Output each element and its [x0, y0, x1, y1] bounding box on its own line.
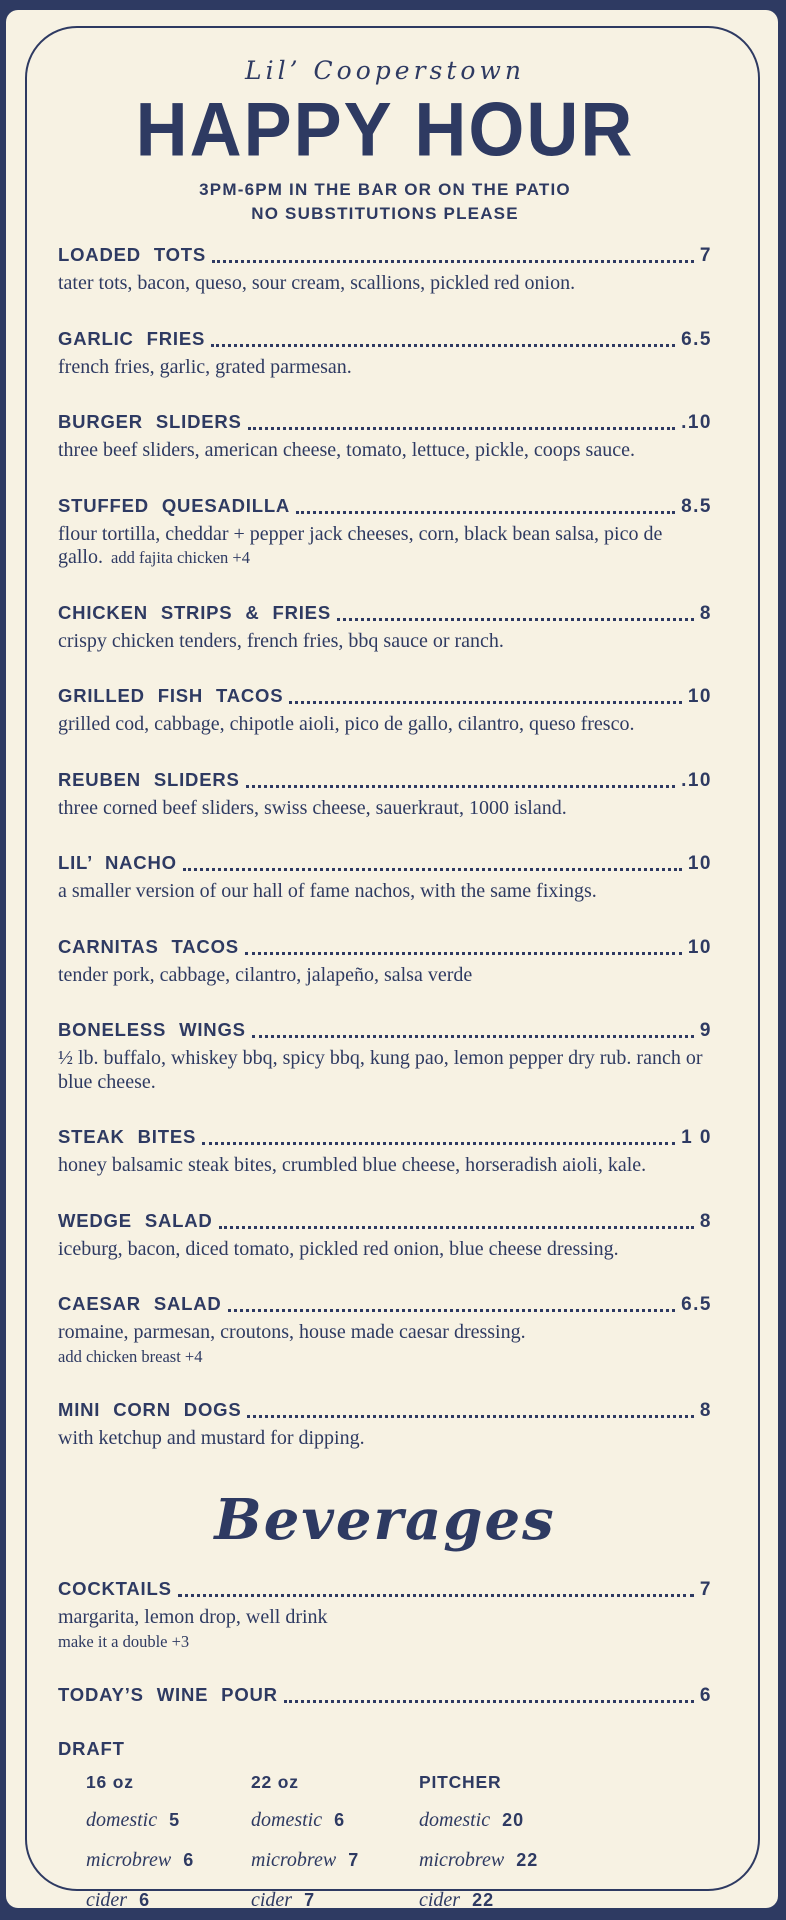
- draft-column-header: PITCHER: [419, 1771, 502, 1792]
- draft-price: 6: [183, 1849, 195, 1870]
- dot-leader: [178, 1594, 694, 1597]
- item-description: three corned beef sliders, swiss cheese, sauerkraut, 1000 island.: [58, 796, 567, 819]
- item-description: tender pork, cabbage, cilantro, jalapeño, salsa verde: [58, 963, 473, 986]
- menu-item-chicken-strips-fries: [58, 600, 712, 654]
- dot-leader: [246, 785, 675, 788]
- dot-leader: [212, 260, 694, 263]
- dot-leader: [183, 868, 682, 871]
- draft-beer-type: cider: [86, 1888, 128, 1908]
- draft-beer-type: domestic: [86, 1808, 158, 1831]
- item-description: french fries, garlic, grated parmesan.: [58, 355, 352, 378]
- item-addon-note: make it a double +3: [58, 1631, 190, 1651]
- item-description: crispy chicken tenders, french fries, bbq sauce or ranch.: [58, 629, 504, 652]
- item-price: 8: [699, 1210, 712, 1232]
- item-price: 6.5: [681, 328, 712, 350]
- item-price: 6.5: [681, 1294, 712, 1315]
- menu-item-cocktails: [58, 1576, 712, 1652]
- draft-row: [419, 1808, 712, 1834]
- dot-leader: [296, 511, 675, 514]
- item-title: GRILLED FISH TACOS: [58, 685, 284, 706]
- item-description: romaine, parmesan, croutons, house made caesar dressing.: [58, 1321, 526, 1343]
- draft-beer-type: cider: [419, 1888, 461, 1908]
- menu-item-boneless-wings: [58, 1017, 712, 1094]
- draft-price: 6: [139, 1889, 151, 1908]
- draft-column-header: 16 oz: [86, 1771, 134, 1792]
- menu-item-burger-sliders: [58, 409, 712, 463]
- item-title: MINI CORN DOGS: [58, 1398, 242, 1420]
- draft-row: [251, 1808, 419, 1834]
- dot-leader: [211, 344, 675, 347]
- item-title: WEDGE SALAD: [58, 1209, 213, 1231]
- draft-price: 5: [169, 1809, 181, 1830]
- item-title: CARNITAS TACOS: [58, 935, 239, 957]
- dot-leader: [337, 618, 694, 621]
- item-price: 6: [699, 1684, 712, 1706]
- menu-item-lil-nacho: [58, 850, 712, 904]
- item-price: .10: [681, 412, 712, 433]
- menu-item-wedge-salad: [58, 1208, 712, 1262]
- dot-leader: [219, 1226, 694, 1229]
- item-title: CHICKEN STRIPS & FRIES: [58, 601, 331, 623]
- draft-beer-type: cider: [251, 1888, 293, 1908]
- dot-leader: [228, 1309, 675, 1312]
- draft-row: [419, 1888, 712, 1909]
- dot-leader: [252, 1035, 694, 1038]
- brand-script-logo: Lil’ Cooperstown: [245, 56, 525, 85]
- item-addon-note: add chicken breast +4: [58, 1346, 203, 1366]
- item-title: LOADED TOTS: [58, 244, 207, 265]
- draft-beer-type: microbrew: [251, 1848, 337, 1871]
- menu-header: [58, 56, 712, 226]
- dot-leader: [284, 1700, 694, 1703]
- item-price: 8: [699, 1399, 712, 1421]
- menu-card: [6, 10, 778, 1908]
- draft-beer-type: microbrew: [86, 1848, 172, 1871]
- draft-price: 22: [472, 1889, 495, 1908]
- draft-section-title: DRAFT: [58, 1737, 125, 1759]
- draft-row: [86, 1888, 251, 1909]
- menu-item-stuffed-quesadilla: [58, 493, 712, 570]
- item-title: BONELESS WINGS: [58, 1019, 246, 1040]
- dot-leader: [248, 427, 675, 430]
- item-price: .10: [681, 769, 712, 791]
- draft-row: [251, 1888, 419, 1909]
- menu-item-mini-corn-dogs: [58, 1397, 712, 1451]
- item-title: LIL’ NACHO: [58, 852, 177, 873]
- item-description: a smaller version of our hall of fame nachos, with the same fixings.: [58, 880, 597, 902]
- item-addon-note: add fajita chicken +4: [111, 548, 250, 567]
- item-description: margarita, lemon drop, well drink: [58, 1606, 328, 1628]
- draft-price-table: [86, 1772, 712, 1909]
- item-description: three beef sliders, american cheese, tomato, lettuce, pickle, coops sauce.: [58, 439, 635, 461]
- item-price: 8.5: [681, 495, 712, 517]
- draft-column-pitcher: [419, 1772, 712, 1909]
- dot-leader: [247, 1415, 693, 1418]
- menu-item-steak-bites: [58, 1124, 712, 1178]
- item-title: COCKTAILS: [58, 1578, 172, 1599]
- menu-item-todays-wine-pour: [58, 1682, 712, 1708]
- menu-item-reuben-sliders: [58, 767, 712, 821]
- item-description: with ketchup and mustard for dipping.: [58, 1426, 365, 1449]
- beverages-section-heading: Beverages: [214, 1487, 556, 1553]
- item-title: REUBEN SLIDERS: [58, 768, 240, 790]
- menu-body: [58, 242, 712, 1908]
- item-price: 10: [687, 936, 712, 958]
- dot-leader: [202, 1142, 675, 1145]
- draft-column-16oz: [86, 1772, 251, 1909]
- draft-beer-type: domestic: [419, 1808, 491, 1831]
- draft-price: 22: [516, 1849, 539, 1870]
- page-title: HAPPY HOUR: [135, 87, 635, 173]
- item-title: TODAY’S WINE POUR: [58, 1683, 278, 1705]
- draft-beer-type: domestic: [251, 1808, 323, 1831]
- item-price: 7: [699, 1579, 712, 1600]
- item-price: 10: [687, 686, 712, 707]
- draft-row: [86, 1848, 251, 1874]
- draft-beer-type: microbrew: [419, 1848, 505, 1871]
- draft-row: [86, 1808, 251, 1834]
- draft-section: [58, 1738, 712, 1909]
- item-title: GARLIC FRIES: [58, 327, 206, 349]
- menu-item-garlic-fries: [58, 326, 712, 380]
- item-description: flour tortilla, cheddar + pepper jack cheeses, corn, black bean salsa, pico de gallo.: [58, 522, 663, 568]
- item-description: honey balsamic steak bites, crumbled blue cheese, horseradish aioli, kale.: [58, 1154, 647, 1176]
- draft-price: 7: [304, 1889, 316, 1908]
- item-description: ½ lb. buffalo, whiskey bbq, spicy bbq, kung pao, lemon pepper dry rub. ranch or blue cheese.: [58, 1047, 703, 1093]
- dot-leader: [245, 952, 682, 955]
- dot-leader: [289, 701, 681, 704]
- item-title: STUFFED QUESADILLA: [58, 494, 291, 516]
- draft-column-header: 22 oz: [251, 1771, 299, 1792]
- draft-price: 20: [502, 1809, 525, 1830]
- item-price: 10: [687, 853, 712, 874]
- draft-price: 7: [348, 1849, 360, 1870]
- item-price: 8: [699, 602, 712, 624]
- item-description: iceburg, bacon, diced tomato, pickled red onion, blue cheese dressing.: [58, 1237, 619, 1260]
- item-title: STEAK BITES: [58, 1126, 197, 1147]
- item-price: 1 0: [681, 1127, 712, 1148]
- menu-item-caesar-salad: [58, 1291, 712, 1367]
- item-title: BURGER SLIDERS: [58, 411, 242, 432]
- subtitle-hours: 3PM-6PM IN THE BAR OR ON THE PATIO: [199, 180, 571, 199]
- menu-item-carnitas-tacos: [58, 934, 712, 988]
- item-title: CAESAR SALAD: [58, 1293, 222, 1314]
- draft-price: 6: [334, 1809, 346, 1830]
- item-price: 7: [699, 245, 712, 266]
- menu-item-grilled-fish-tacos: [58, 683, 712, 737]
- item-price: 9: [699, 1020, 712, 1041]
- draft-row: [251, 1848, 419, 1874]
- menu-item-loaded-tots: [58, 242, 712, 296]
- subtitle-no-substitutions: NO SUBSTITUTIONS PLEASE: [251, 204, 519, 223]
- item-description: grilled cod, cabbage, chipotle aioli, pico de gallo, cilantro, queso fresco.: [58, 713, 635, 735]
- item-description: tater tots, bacon, queso, sour cream, scallions, pickled red onion.: [58, 272, 576, 294]
- draft-column-22oz: [251, 1772, 419, 1909]
- draft-row: [419, 1848, 712, 1874]
